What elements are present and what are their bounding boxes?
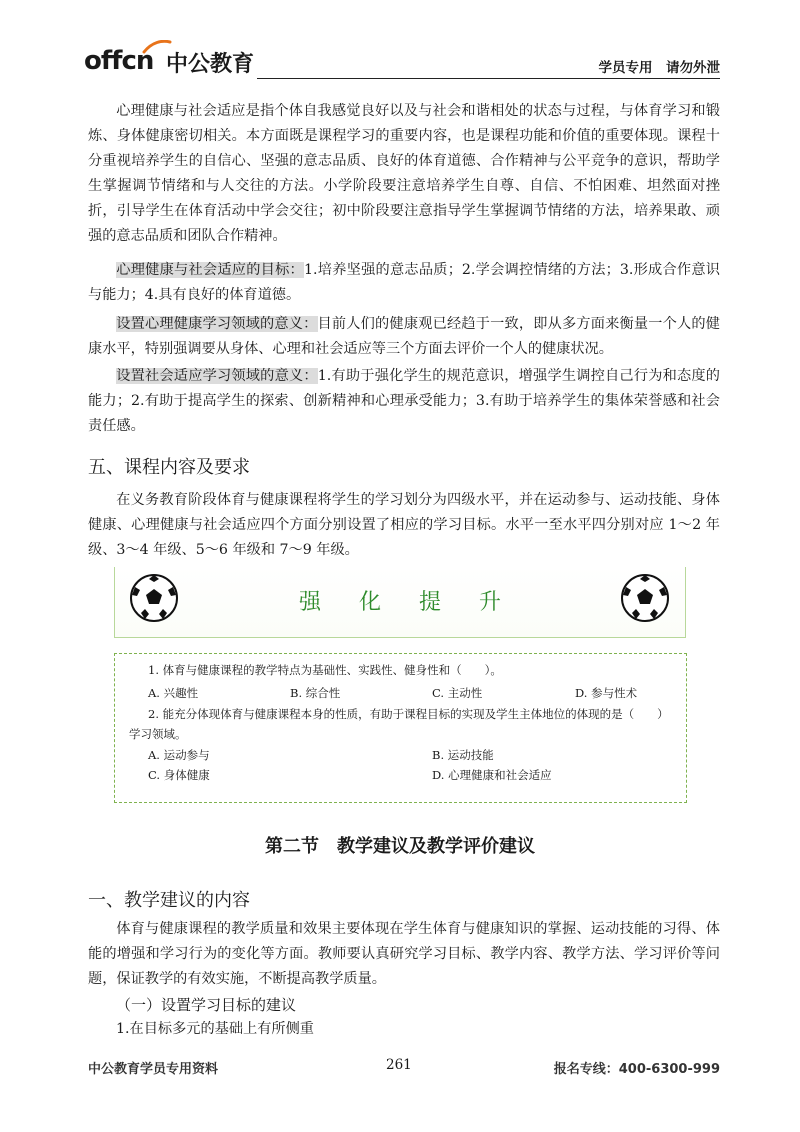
list-item-1: 1.在目标多元的基础上有所侧重	[116, 1021, 314, 1037]
highlight-label: 设置心理健康学习领域的意义：	[116, 316, 318, 332]
header-notice: 学员专用 请勿外泄	[598, 60, 720, 76]
question-2-option-a: A. 运动参与	[148, 748, 210, 762]
paragraph-mental-health-meaning: 设置心理健康学习领域的意义：目前人们的健康观已经趋于一致，即从多方面来衡量一个人的健康水平，特别强调要从身体、心理和社会适应等三个方面去评价一个人的健康状况。	[88, 316, 720, 357]
footer-label: 中公教育学员专用资料	[88, 1062, 219, 1077]
paragraph-social-adaptation: 心理健康与社会适应是指个体自我感觉良好以及与社会和谐相处的状态与过程，与体育学习和锻炼、身体健康密切相关。本方面既是课程学习的重要内容，也是课程功能和价值的重要体现。课程十分重视培养学生的自信心、坚强的意志品质、良好的体育道德、合作精神与公平竞争的意识，帮助学生掌握调节情绪和与人交往的方法。小学阶段要注意培养学生自尊、自信、不怕困难、坦然面对挫折，引导学生在体育活动中学会交往；初中阶段要注意指导学生掌握调节情绪的方法，培养果敢、顽强的意志品质和团队合作精神。	[88, 103, 720, 244]
practice-banner	[114, 567, 686, 638]
header-divider	[257, 78, 720, 79]
highlight-label: 心理健康与社会适应的目标：	[116, 262, 304, 278]
question-1-option-d: D. 参与性术	[575, 686, 638, 700]
highlight-label: 设置社会适应学习领域的意义：	[116, 368, 318, 384]
footer-hotline: 报名专线：400-6300-999	[553, 1062, 720, 1077]
logo: offcn	[84, 46, 154, 76]
question-1-option-b: B. 综合性	[290, 686, 341, 700]
logo-chinese-name: 中公教育	[166, 52, 255, 77]
section-title: 第二节 教学建议及教学评价建议	[265, 836, 535, 857]
banner-title: 强化提升	[298, 590, 539, 615]
question-2-option-d: D. 心理健康和社会适应	[432, 768, 552, 782]
question-1-option-a: A. 兴趣性	[148, 686, 199, 700]
soccer-ball-icon	[620, 573, 670, 623]
paragraph-course-levels: 在义务教育阶段体育与健康课程将学生的学习划分为四级水平，并在运动参与、运动技能、身体健康、心理健康与社会适应四个方面分别设置了相应的学习目标。水平一至水平四分别对应 1～2 年级、3～4 年级、5～6 年级和 7～9 年级。	[88, 492, 720, 558]
question-2-option-b: B. 运动技能	[432, 748, 494, 762]
page-header	[84, 36, 720, 84]
question-2: 2. 能充分体现体育与健康课程本身的性质，有助于课程目标的实现及学生主体地位的体现的是（ ）	[148, 707, 669, 721]
quiz-box	[114, 653, 687, 803]
paragraph-teaching-quality: 体育与健康课程的教学质量和效果主要体现在学生体育与健康知识的掌握、运动技能的习得、体能的增强和学习行为的变化等方面。教师要认真研究学习目标、教学内容、教学方法、学习评价等问题，保证教学的有效实施，不断提高教学质量。	[88, 921, 720, 987]
question-2-continued: 学习领域。	[129, 727, 187, 741]
section-heading-teaching-advice: 一、教学建议的内容	[88, 890, 250, 911]
question-1: 1. 体育与健康课程的教学特点为基础性、实践性、健身性和（ ）。	[148, 663, 502, 677]
question-2-option-c: C. 身体健康	[148, 768, 210, 782]
page-number: 261	[386, 1057, 412, 1073]
subheading-learning-goals: （一）设置学习目标的建议	[116, 996, 297, 1014]
section-heading-course-content: 五、课程内容及要求	[88, 457, 250, 478]
paragraph-goals: 心理健康与社会适应的目标：1.培养坚强的意志品质；2.学会调控情绪的方法；3.形成合作意识与能力；4.具有良好的体育道德。	[88, 262, 720, 303]
question-1-option-c: C. 主动性	[432, 686, 483, 700]
paragraph-social-meaning: 设置社会适应学习领域的意义：1.有助于强化学生的规范意识，增强学生调控自己行为和态度的能力；2.有助于提高学生的探索、创新精神和心理承受能力；3.有助于培养学生的集体荣誉感和社会责任感。	[88, 368, 720, 434]
